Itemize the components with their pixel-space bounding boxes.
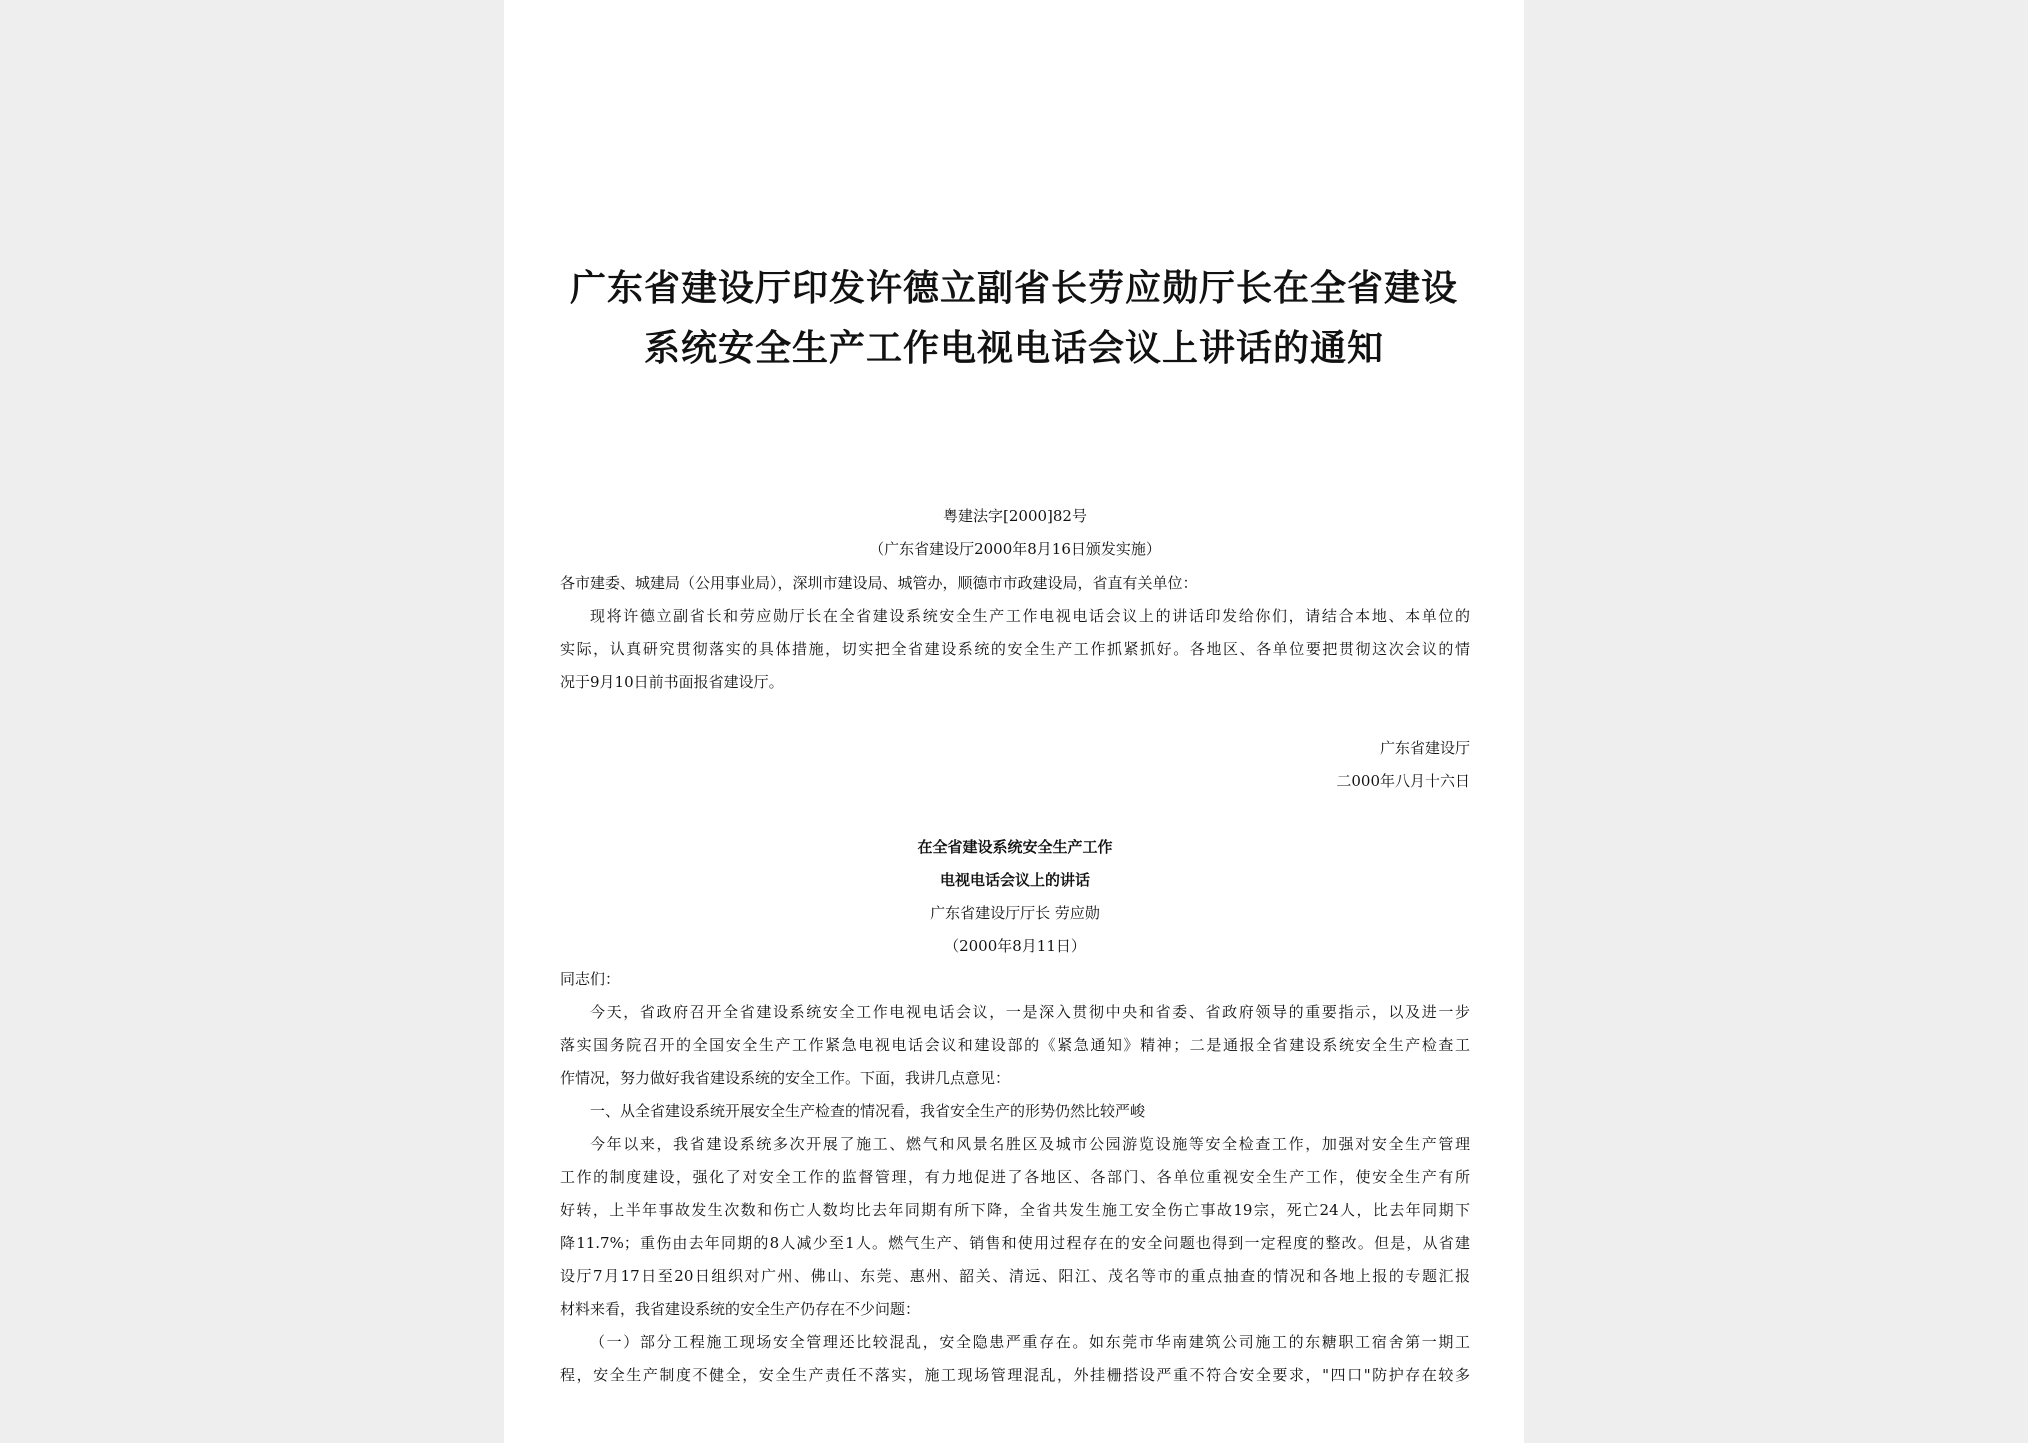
body-line-3: 作情况，努力做好我省建设系统的安全工作。下面，我讲几点意见： xyxy=(560,1069,1011,1087)
section-1-line-1: 今年以来，我省建设系统多次开展了施工、燃气和风景名胜区及城市公园游览设施等安全检查工作，加强对安全生产管理 xyxy=(590,1135,1470,1153)
speaker: 广东省建设厅厅长 劳应勋 xyxy=(930,904,1100,922)
section-1-line-2: 工作的制度建设，强化了对安全工作的监督管理，有力地促进了各地区、各部门、各单位重视安全生产工作，使安全生产有所 xyxy=(560,1168,1470,1186)
speech-date: （2000年8月11日） xyxy=(944,937,1086,955)
recipients: 各市建委、城建局（公用事业局），深圳市建设局、城管办，顺德市市政建设局，省直有关单位： xyxy=(560,574,1198,592)
document-title xyxy=(564,258,1464,378)
salutation: 同志们： xyxy=(560,970,621,988)
speech-title-2: 电视电话会议上的讲话 xyxy=(939,871,1090,889)
title-line-1: 广东省建设厅印发许德立副省长劳应勋厅长在全省建设 xyxy=(569,267,1458,309)
section-1-line-6: 材料来看，我省建设系统的安全生产仍存在不少问题： xyxy=(560,1300,921,1318)
sign-date: 二000年八月十六日 xyxy=(1336,772,1470,790)
notice-line-2: 实际，认真研究贯彻落实的具体措施，切实把全省建设系统的安全生产工作抓紧抓好。各地区、各单位要把贯彻这次会议的情 xyxy=(560,640,1470,658)
section-1-line-3: 好转，上半年事故发生次数和伤亡人数均比去年同期有所下降，全省共发生施工安全伤亡事故19宗，死亡24人，比去年同期下 xyxy=(560,1201,1470,1219)
title-line-2: 系统安全生产工作电视电话会议上讲话的通知 xyxy=(643,327,1384,369)
signer: 广东省建设厅 xyxy=(1379,739,1470,757)
subsection-1-line-1: （一）部分工程施工现场安全管理还比较混乱，安全隐患严重存在。如东莞市华南建筑公司施工的东糖职工宿舍第一期工 xyxy=(590,1333,1470,1351)
notice-line-3: 况于9月10日前书面报省建设厅。 xyxy=(560,673,784,691)
document-page xyxy=(504,0,1524,1443)
section-1-line-4: 降11.7%；重伤由去年同期的8人减少至1人。燃气生产、销售和使用过程存在的安全问题也得到一定程度的整改。但是，从省建 xyxy=(560,1234,1470,1252)
speech-title-1: 在全省建设系统安全生产工作 xyxy=(917,838,1113,856)
body-line-2: 落实国务院召开的全国安全生产工作紧急电视电话会议和建设部的《紧急通知》精神；二是通报全省建设系统安全生产检查工 xyxy=(560,1036,1470,1054)
notice-line-1: 现将许德立副省长和劳应勋厅长在全省建设系统安全生产工作电视电话会议上的讲话印发给你们，请结合本地、本单位的 xyxy=(590,607,1470,625)
body-line-1: 今天，省政府召开全省建设系统安全工作电视电话会议，一是深入贯彻中央和省委、省政府领导的重要指示，以及进一步 xyxy=(590,1003,1470,1021)
section-1-line-5: 设厅7月17日至20日组织对广州、佛山、东莞、惠州、韶关、清远、阳江、茂名等市的重点抽查的情况和各地上报的专题汇报 xyxy=(560,1267,1470,1285)
subsection-1-line-2: 程，安全生产制度不健全，安全生产责任不落实，施工现场管理混乱，外挂栅搭设严重不符合安全要求，"四口"防护存在较多 xyxy=(560,1366,1470,1384)
document-number: 粤建法字[2000]82号 xyxy=(943,507,1087,525)
issued-note: （广东省建设厅2000年8月16日颁发实施） xyxy=(869,540,1161,558)
section-1-heading: 一、从全省建设系统开展安全生产检查的情况看，我省安全生产的形势仍然比较严峻 xyxy=(590,1102,1146,1120)
